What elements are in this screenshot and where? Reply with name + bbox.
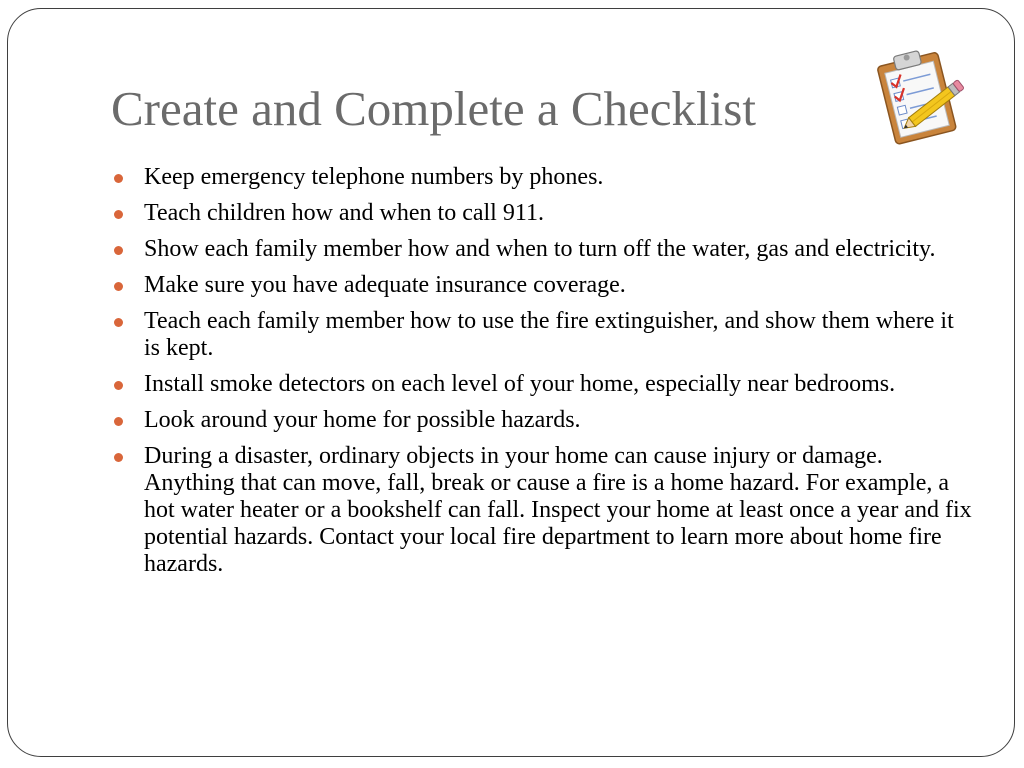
bullet-dot-icon (114, 417, 123, 426)
bullet-text: Teach each family member how to use the fire extinguisher, and show them where it is kept. (144, 308, 954, 361)
slide-title: Create and Complete a Checklist (111, 81, 756, 136)
list-item (112, 272, 972, 299)
list-item (112, 236, 972, 263)
bullet-dot-icon (114, 174, 123, 183)
bullet-list (112, 164, 972, 587)
bullet-text: Teach children how and when to call 911. (144, 200, 544, 226)
bullet-text: Look around your home for possible hazards. (144, 407, 581, 433)
list-item (112, 371, 972, 398)
bullet-text: Make sure you have adequate insurance coverage. (144, 272, 626, 298)
list-item (112, 200, 972, 227)
bullet-dot-icon (114, 246, 123, 255)
list-item (112, 443, 972, 578)
bullet-text: During a disaster, ordinary objects in your home can cause injury or damage. Anything that can move, fall, break or cause a fire is a home hazard. For example, a hot water heater or a bookshelf can fall. Inspect your home at least once a year and fix potential hazards. Contact your local fire department to learn more about home fire hazards. (144, 443, 972, 577)
bullet-dot-icon (114, 453, 123, 462)
bullet-dot-icon (114, 381, 123, 390)
bullet-dot-icon (114, 318, 123, 327)
bullet-text: Keep emergency telephone numbers by phones. (144, 164, 604, 190)
list-item (112, 164, 972, 191)
bullet-text: Install smoke detectors on each level of your home, especially near bedrooms. (144, 371, 896, 397)
clipboard-checklist-pencil-icon (866, 44, 970, 150)
bullet-dot-icon (114, 210, 123, 219)
list-item (112, 407, 972, 434)
list-item (112, 308, 972, 362)
bullet-text: Show each family member how and when to turn off the water, gas and electricity. (144, 236, 936, 262)
bullet-dot-icon (114, 282, 123, 291)
